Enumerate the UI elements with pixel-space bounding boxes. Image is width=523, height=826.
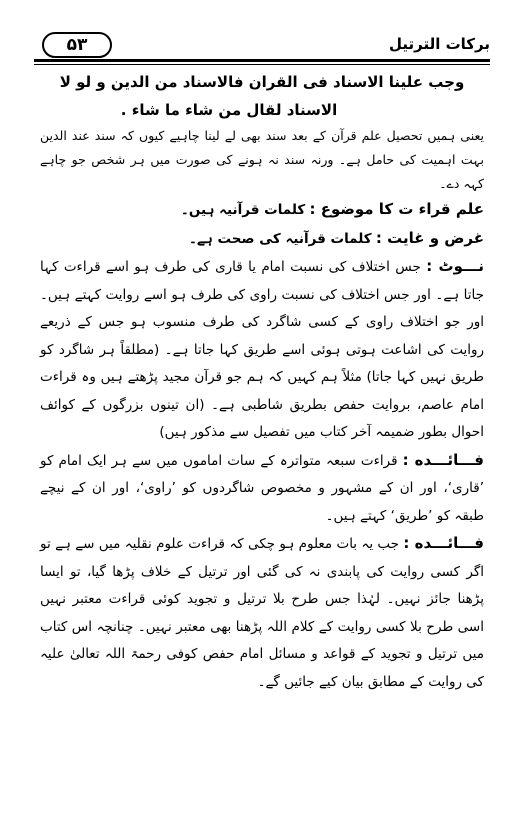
book-title: برکات الترتیل	[389, 35, 490, 53]
purpose-line	[40, 225, 484, 254]
topic-line	[40, 196, 484, 225]
benefit-paragraph-2	[40, 530, 484, 696]
purpose-value: کلمات قرآنیہ کی صحت ہے۔	[189, 230, 372, 247]
note-label: نـــوٹ :	[426, 257, 484, 275]
arabic-quote	[40, 68, 484, 124]
arabic-quote-line-2: الاسناد لقال من شاء ما شاء .	[120, 101, 338, 119]
benefit-2-label: فـــائـــده :	[403, 534, 484, 552]
benefit-1-label: فـــائـــده :	[402, 450, 484, 469]
benefit-paragraph-1	[40, 447, 484, 531]
header-rule-thick	[34, 59, 490, 62]
note-text: جس اختلاف کی نسبت امام یا قاری کی طرف ہو اسے قراءت کہا جاتا ہے۔ اور جس اختلاف کی نسبت راوی کی طرف ہو اسے روایت کہتے ہیں۔ اور جو اختلاف راوی کے کسی شاگرد کی طرف منسوب ہو جس کے ذریعے روایت کی اشاعت ہوتی ہوئی اسے طریق کہا جاتا ہے۔ (مطلقاً ہر شاگرد کو طریق نہیں کہا جاتا) مثلاً ہم کہیں کہ ہم جو قرآن مجید پڑھتے ہیں وہ قراءت امام عاصم، بروایت حفص بطریق شاطبی ہے۔ (ان تینوں بزرگوں کے کوائف احوال بطور ضمیمہ آخر کتاب میں تفصیل سے مذکور ہیں)	[40, 259, 484, 440]
benefit-1-text: قراءت سبعہ متواترہ کے سات اماموں میں سے ہر ایک امام کو ’قاری‘، اور ان کے مشہور و مخصوص شاگردوں کو ’راوی‘، اور ان کے نیچے طبقہ کو ’طریق‘ کہتے ہیں۔	[40, 452, 484, 524]
page-number: ۵۳	[42, 32, 112, 58]
benefit-2-text: جب یہ بات معلوم ہو چکی کہ قراءت علوم نقلیہ میں سے ہے تو اگر کسی روایت کی پابندی نہ کی گئی اور ترتیل کے خلاف پڑھا گیا، تو ایسا پڑھنا جائز نہیں۔ لہٰذا جس طرح بلا ترتیل و تجوید کوئی قراءت معتبر نہیں اسی طرح بلا کسی روایت کے کلام اللہ پڑھنا بھی معتبر نہیں۔ چنانچہ اس کتاب میں ترتیل و تجوید کے قواعد و مسائل امام حفص کوفی رحمۃ اللہ تعالیٰ علیہ کی روایت کے مطابق بیان کیے جائیں گے۔	[40, 536, 484, 690]
page-header	[34, 28, 490, 62]
arabic-quote-line-1: وجب علینا الاسناد فی القران فالاسناد من الدین و لو لا	[59, 73, 465, 91]
topic-label: علم قراء ت کا موضوع :	[309, 200, 484, 218]
purpose-label: غرض و غایت :	[375, 228, 484, 247]
page-body	[40, 68, 484, 696]
note-paragraph	[40, 253, 484, 447]
quote-translation: یعنی ہمیں تحصیل علم قرآن کے بعد سند بھی لے لینا چاہیے کیوں کہ سند عند الدین بہت اہمیت کی حامل ہے۔ ورنہ سند نہ ہونے کی صورت میں ہر شخص جو چاہے کہہ دے۔	[40, 128, 484, 191]
topic-value: کلمات قرآنیہ ہیں۔	[180, 202, 306, 218]
header-rule-thin	[34, 64, 490, 65]
